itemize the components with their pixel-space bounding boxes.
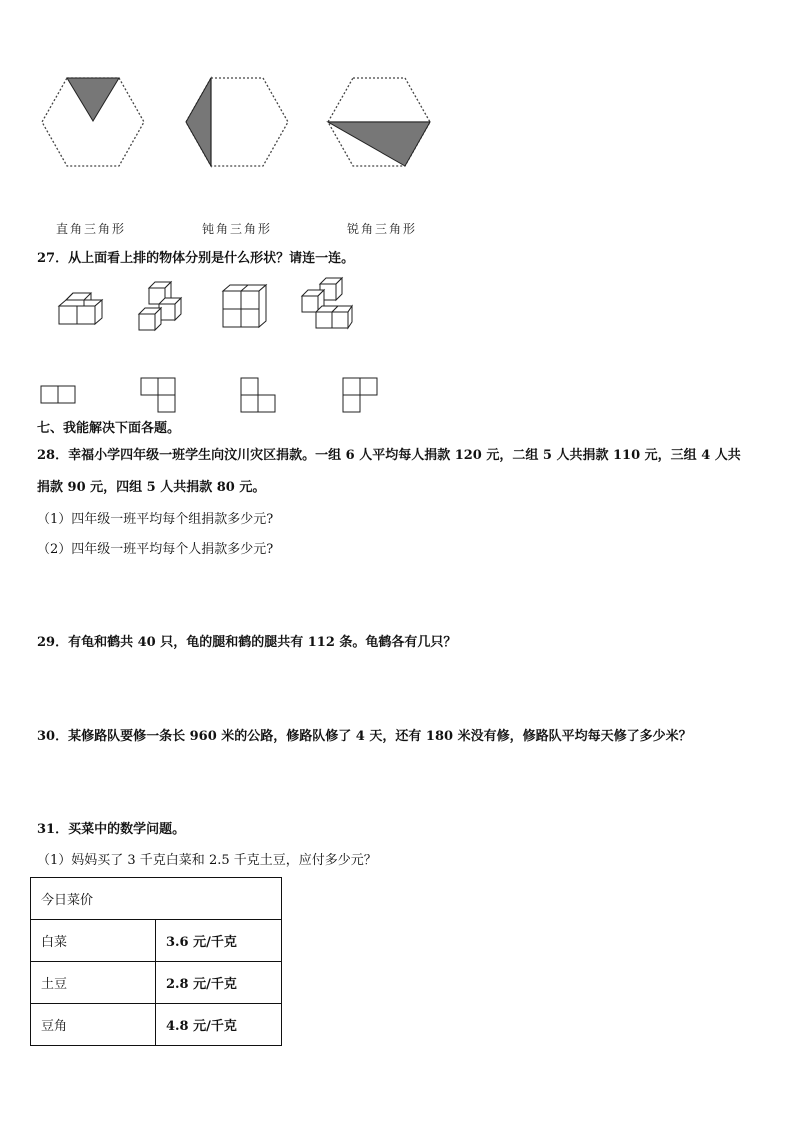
- cube-figure-2: [137, 280, 191, 332]
- hexagon-label-acute: 锐角三角形: [347, 222, 418, 236]
- q28-line-2: 捐款 90 元，四组 5 人共捐款 80 元。: [37, 480, 266, 495]
- top-view-2: [140, 377, 176, 413]
- price-table: [30, 877, 282, 1046]
- q28-sub-1: （1）四年级一班平均每个组捐款多少元?: [37, 512, 274, 527]
- q31-text: 31．买菜中的数学问题。: [37, 822, 186, 837]
- q31-sub-1: （1）妈妈买了 3 千克白菜和 2.5 千克土豆，应付多少元？: [37, 853, 377, 868]
- vegetable-price: 2.8 元/千克: [155, 962, 281, 1004]
- hexagon-label-obtuse: 钝角三角形: [202, 222, 273, 236]
- vegetable-name: 白菜: [31, 920, 156, 962]
- q30-text: 30．某修路队要修一条长 960 米的公路，修路队修了 4 天，还有 180 米没有修，修路队平均每天修了多少米？: [37, 729, 692, 744]
- q29-text: 29．有龟和鹤共 40 只，龟的腿和鹤的腿共有 112 条。龟鹤各有几只？: [37, 635, 457, 650]
- q28-line-1: 28．幸福小学四年级一班学生向汶川灾区捐款。一组 6 人平均每人捐款 120 元，二组 5 人共捐款 110 元，三组 4 人共: [37, 448, 741, 463]
- hexagon-acute-triangle: [326, 76, 432, 168]
- cube-figure-1: [56, 290, 106, 330]
- table-row: [31, 1004, 282, 1046]
- hexagon-label-right: 直角三角形: [56, 222, 127, 236]
- hexagon-right-triangle: [40, 76, 146, 168]
- section-heading: 七、我能解决下面各题。: [37, 421, 181, 436]
- table-row: [31, 962, 282, 1004]
- vegetable-name: 豆角: [31, 1004, 156, 1046]
- vegetable-price: 4.8 元/千克: [155, 1004, 281, 1046]
- q27-prompt: [37, 251, 354, 267]
- cube-figure-3: [221, 283, 269, 329]
- top-view-3: [240, 377, 276, 413]
- vegetable-price: 3.6 元/千克: [155, 920, 281, 962]
- q28-sub-2: （2）四年级一班平均每个人捐款多少元?: [37, 542, 274, 557]
- top-view-4: [342, 377, 378, 413]
- hexagon-obtuse-triangle: [184, 76, 290, 168]
- table-header-cell: 今日菜价: [31, 878, 282, 920]
- q27-number: 27．: [37, 251, 69, 266]
- q27-text: 从上面看上排的物体分别是什么形状？请连一连。: [68, 251, 355, 266]
- cube-figure-4: [300, 276, 354, 330]
- vegetable-name: 土豆: [31, 962, 156, 1004]
- table-header-row: [31, 878, 282, 920]
- top-view-1: [40, 385, 76, 405]
- table-row: [31, 920, 282, 962]
